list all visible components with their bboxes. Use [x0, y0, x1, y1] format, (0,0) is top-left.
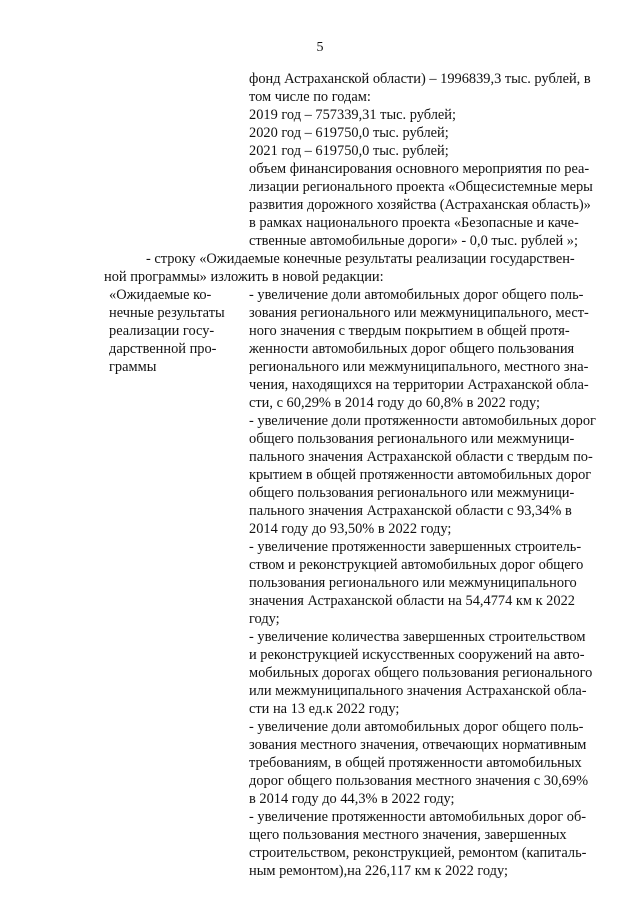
result-line: зования местного значения, отвечающих нормативным — [249, 737, 587, 753]
result-line: сти на 13 ед.к 2022 году; — [249, 701, 400, 717]
result-line: щего пользования местного значения, завершенных — [249, 827, 567, 843]
result-line: пользования регионального или межмуниципального — [249, 575, 577, 591]
row-label-line: реализации госу- — [109, 323, 215, 339]
row-label — [109, 286, 225, 376]
result-line: зования регионального или межмуниципального, мест- — [249, 305, 589, 321]
result-line: 2014 году до 93,50% в 2022 году; — [249, 521, 452, 537]
result-line: году; — [249, 611, 280, 627]
funding-line: 2021 год – 619750,0 тыс. рублей; — [249, 143, 449, 159]
result-line: значения Астраханской области на 54,4774 км к 2022 — [249, 593, 575, 609]
result-line: - увеличение протяженности автомобильных дорог об- — [249, 809, 587, 825]
result-line: мобильных дорогах общего пользования регионального — [249, 665, 593, 681]
funding-block — [249, 70, 593, 250]
row-label-line: «Ожидаемые ко- — [109, 287, 212, 303]
result-line: - увеличение доли автомобильных дорог общего поль- — [249, 287, 584, 303]
result-line: - увеличение доли автомобильных дорог общего поль- — [249, 719, 584, 735]
page-number: 5 — [316, 40, 324, 55]
result-line: дорог общего пользования местного значения с 30,69% — [249, 773, 589, 789]
funding-line: лизации регионального проекта «Общесистемные меры — [249, 179, 593, 195]
funding-line: том числе по годам: — [249, 89, 371, 105]
result-line: ным ремонтом),на 226,117 км к 2022 году; — [249, 863, 509, 879]
result-line: регионального или межмуниципального, местного зна- — [249, 359, 589, 375]
result-line: общего пользования регионального или межмуници- — [249, 485, 575, 501]
result-line: - увеличение количества завершенных строительством — [249, 629, 586, 645]
result-line: требованиям, в общей протяженности автомобильных — [249, 755, 582, 771]
funding-line: 2019 год – 757339,31 тыс. рублей; — [249, 107, 456, 123]
funding-line: развития дорожного хозяйства (Астраханская область)» — [249, 197, 591, 213]
result-line: женности автомобильных дорог общего пользования — [249, 341, 575, 357]
funding-line: в рамках национального проекта «Безопасные и каче- — [249, 215, 579, 231]
result-line: - увеличение протяженности завершенных строитель- — [249, 539, 582, 555]
result-line: ного значения с твердым покрытием в общей протя- — [249, 323, 570, 339]
results-block — [249, 286, 596, 880]
result-line: крытием в общей протяженности автомобильных дорог — [249, 467, 592, 483]
row-label-line: граммы — [109, 359, 157, 375]
result-line: общего пользования регионального или межмуници- — [249, 431, 575, 447]
result-line: в 2014 году до 44,3% в 2022 году; — [249, 791, 455, 807]
result-line: сти, с 60,29% в 2014 году до 60,8% в 2022 году; — [249, 395, 541, 411]
result-line: строительством, реконструкцией, ремонтом (капиталь- — [249, 845, 587, 861]
funding-line: объем финансирования основного мероприятия по реа- — [249, 161, 590, 177]
funding-line: 2020 год – 619750,0 тыс. рублей; — [249, 125, 449, 141]
result-line: чения, находящихся на территории Астраханской обла- — [249, 377, 589, 393]
result-line: пального значения Астраханской области с твердым по- — [249, 449, 593, 465]
funding-line: ственные автомобильные дороги» - 0,0 тыс. рублей »; — [249, 233, 578, 249]
result-line: и реконструкцией искусственных сооружений на авто- — [249, 647, 585, 663]
instruction-line-2: ной программы» изложить в новой редакции: — [104, 269, 384, 285]
result-line: - увеличение доли протяженности автомобильных дорог — [249, 413, 596, 429]
row-label-line: дарственной про- — [109, 341, 217, 357]
result-line: ством и реконструкцией автомобильных дорог общего — [249, 557, 584, 573]
funding-line: фонд Астраханской области) – 1996839,3 тыс. рублей, в — [249, 71, 591, 87]
result-line: или межмуниципального значения Астраханской обла- — [249, 683, 587, 699]
row-label-line: нечные результаты — [109, 305, 225, 321]
result-line: пального значения Астраханской области с 93,34% в — [249, 503, 572, 519]
instruction-line-1: - строку «Ожидаемые конечные результаты реализации государствен- — [146, 251, 575, 267]
